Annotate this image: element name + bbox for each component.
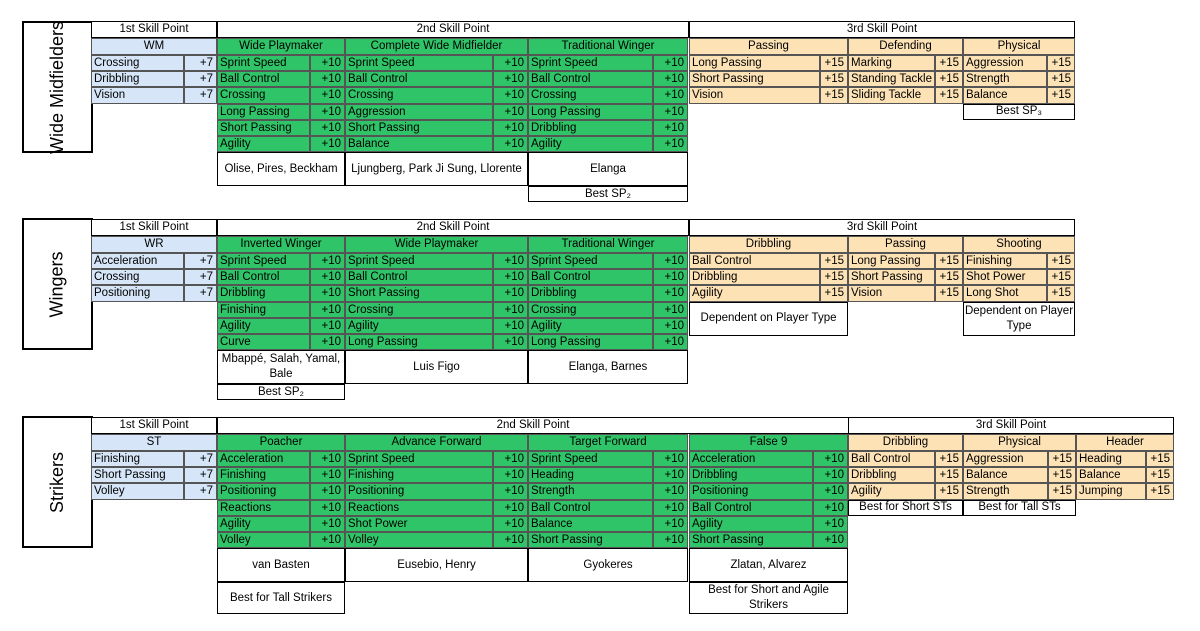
sp2-value: +10	[653, 318, 688, 334]
sp2-attribute: Long Passing	[528, 104, 653, 120]
sp2-role: Traditional Winger	[528, 236, 688, 253]
sp2-attribute: Strength	[528, 483, 653, 499]
sp2-attribute: Dribbling	[217, 285, 310, 301]
sp2-attribute: Finishing	[217, 302, 310, 318]
sp2-value: +10	[493, 55, 528, 71]
sp3-header: 3rd Skill Point	[689, 219, 1075, 236]
sp2-attribute: Balance	[528, 516, 653, 532]
sp3-attribute: Heading	[1076, 451, 1146, 467]
players-list: Ljungberg, Park Ji Sung, Llorente	[345, 152, 528, 186]
players-list: van Basten	[217, 548, 345, 582]
sp3-value: +15	[1048, 451, 1076, 467]
sp3-value: +15	[1048, 467, 1076, 483]
sp3-category: Physical	[963, 434, 1076, 451]
sp3-value: +15	[935, 451, 963, 467]
sp2-value: +10	[310, 532, 345, 548]
sp2-attribute: Short Passing	[528, 532, 653, 548]
sp2-attribute: Long Passing	[217, 104, 310, 120]
sp2-attribute: Agility	[217, 516, 310, 532]
sp2-attribute: Sprint Speed	[345, 55, 493, 71]
sp2-value: +10	[310, 71, 345, 87]
sp2-value: +10	[493, 269, 528, 285]
sp3-header: 3rd Skill Point	[689, 21, 1075, 38]
sp2-value: +10	[813, 500, 848, 516]
sp3-value: +15	[935, 55, 963, 71]
sp2-value: +10	[310, 253, 345, 269]
sp3-value: +15	[820, 269, 848, 285]
sp2-role: Target Forward	[528, 434, 688, 451]
sp2-value: +10	[653, 136, 688, 152]
sp3-attribute: Aggression	[963, 55, 1047, 71]
sp3-header: 3rd Skill Point	[848, 417, 1174, 434]
sp2-value: +10	[653, 269, 688, 285]
players-list: Eusebio, Henry	[345, 548, 528, 582]
sp3-value: +15	[820, 87, 848, 103]
sp1-attribute: Crossing	[91, 269, 184, 285]
sp2-value: +10	[493, 467, 528, 483]
sp3-category: Dribbling	[689, 236, 848, 253]
sp3-category: Header	[1076, 434, 1174, 451]
sp2-value: +10	[813, 483, 848, 499]
sp2-attribute: Agility	[528, 318, 653, 334]
sp3-attribute: Dribbling	[848, 467, 935, 483]
sp3-value: +15	[1047, 285, 1075, 301]
sp3-attribute: Balance	[963, 467, 1048, 483]
sp2-attribute: Dribbling	[689, 467, 813, 483]
sp3-attribute: Long Shot	[963, 285, 1047, 301]
sp2-attribute: Ball Control	[345, 269, 493, 285]
sp2-attribute: Sprint Speed	[528, 253, 653, 269]
sp2-attribute: Ball Control	[217, 71, 310, 87]
sp3-attribute: Shot Power	[963, 269, 1047, 285]
sp2-value: +10	[493, 500, 528, 516]
sp2-value: +10	[493, 302, 528, 318]
sp3-category: Passing	[848, 236, 963, 253]
sp2-attribute: Sprint Speed	[217, 55, 310, 71]
players-list: Gyokeres	[528, 548, 688, 582]
sp2-role: Wide Playmaker	[217, 38, 345, 55]
best-note: Best for Short and Agile Strikers	[689, 582, 848, 614]
sp1-value: +7	[184, 483, 217, 499]
sp1-position: ST	[91, 434, 217, 451]
sp2-attribute: Agility	[217, 136, 310, 152]
sp1-value: +7	[184, 55, 217, 71]
sp1-value: +7	[184, 253, 217, 269]
sp2-attribute: Agility	[345, 318, 493, 334]
sp2-value: +10	[493, 104, 528, 120]
sp1-attribute: Short Passing	[91, 467, 184, 483]
sp2-value: +10	[813, 532, 848, 548]
sp2-attribute: Agility	[217, 318, 310, 334]
players-list: Elanga, Barnes	[528, 350, 688, 384]
sp2-value: +10	[310, 516, 345, 532]
sp3-note: Best for Short STs	[848, 500, 963, 516]
sp3-value: +15	[1146, 451, 1174, 467]
sp2-attribute: Crossing	[217, 87, 310, 103]
sp2-attribute: Ball Control	[217, 269, 310, 285]
sp2-value: +10	[493, 334, 528, 350]
section-label	[22, 218, 93, 350]
sp3-attribute: Balance	[963, 87, 1047, 103]
sp2-value: +10	[653, 120, 688, 136]
sp2-value: +10	[493, 516, 528, 532]
sp2-attribute: Short Passing	[345, 285, 493, 301]
sp3-value: +15	[1047, 87, 1075, 103]
sp2-value: +10	[310, 318, 345, 334]
sp3-attribute: Dribbling	[689, 269, 820, 285]
sp3-note: Dependent on Player Type	[963, 302, 1075, 336]
sp2-value: +10	[653, 483, 688, 499]
sp3-attribute: Strength	[963, 71, 1047, 87]
sp3-attribute: Finishing	[963, 253, 1047, 269]
sp2-value: +10	[493, 136, 528, 152]
sp2-value: +10	[310, 136, 345, 152]
section-label-text: Wide Midfielders	[47, 20, 68, 154]
sp2-attribute: Short Passing	[345, 120, 493, 136]
sp3-attribute: Short Passing	[689, 71, 820, 87]
sp2-attribute: Agility	[689, 516, 813, 532]
sp2-attribute: Volley	[217, 532, 310, 548]
sp3-category: Shooting	[963, 236, 1075, 253]
sp1-attribute: Crossing	[91, 55, 184, 71]
sp3-value: +15	[935, 71, 963, 87]
sp2-attribute: Dribbling	[528, 120, 653, 136]
sp2-attribute: Short Passing	[217, 120, 310, 136]
sp2-attribute: Long Passing	[528, 334, 653, 350]
sp3-note: Dependent on Player Type	[689, 302, 848, 336]
sp2-attribute: Acceleration	[217, 451, 310, 467]
sp2-attribute: Sprint Speed	[528, 451, 653, 467]
sp3-value: +15	[820, 285, 848, 301]
sp2-value: +10	[653, 532, 688, 548]
sp2-attribute: Long Passing	[345, 334, 493, 350]
sp2-attribute: Volley	[345, 532, 493, 548]
sp2-value: +10	[653, 285, 688, 301]
section-label-text: Wingers	[46, 250, 67, 318]
sp3-attribute: Long Passing	[689, 55, 820, 71]
sp2-attribute: Ball Control	[345, 71, 493, 87]
sp2-value: +10	[493, 253, 528, 269]
sp2-value: +10	[493, 318, 528, 334]
sp2-attribute: Balance	[345, 136, 493, 152]
sp3-attribute: Short Passing	[848, 269, 935, 285]
sp1-value: +7	[184, 87, 217, 103]
sp2-value: +10	[813, 451, 848, 467]
players-list: Mbappé, Salah, Yamal, Bale	[217, 350, 345, 384]
sp1-attribute: Dribbling	[91, 71, 184, 87]
sp2-value: +10	[493, 532, 528, 548]
sp2-attribute: Ball Control	[528, 269, 653, 285]
sp2-value: +10	[310, 334, 345, 350]
sp3-value: +15	[820, 71, 848, 87]
sp2-header: 2nd Skill Point	[217, 219, 689, 236]
sp2-attribute: Crossing	[345, 302, 493, 318]
sp2-value: +10	[310, 285, 345, 301]
sp3-attribute: Aggression	[963, 451, 1048, 467]
sp3-attribute: Strength	[963, 483, 1048, 499]
sp3-attribute: Ball Control	[689, 253, 820, 269]
sp2-attribute: Reactions	[345, 500, 493, 516]
sp2-value: +10	[653, 253, 688, 269]
sp3-value: +15	[935, 483, 963, 499]
sp2-attribute: Positioning	[217, 483, 310, 499]
sp2-value: +10	[310, 269, 345, 285]
sp3-value: +15	[820, 253, 848, 269]
players-list: Olise, Pires, Beckham	[217, 152, 345, 186]
sp2-attribute: Crossing	[528, 302, 653, 318]
sp2-value: +10	[653, 500, 688, 516]
sp1-value: +7	[184, 285, 217, 301]
sp2-attribute: Finishing	[217, 467, 310, 483]
sp3-value: +15	[935, 87, 963, 103]
sp2-value: +10	[310, 483, 345, 499]
sp3-attribute: Agility	[848, 483, 935, 499]
sp2-value: +10	[653, 302, 688, 318]
sp3-value: +15	[935, 285, 963, 301]
sp2-header: 2nd Skill Point	[217, 21, 689, 38]
sp3-category: Defending	[848, 38, 963, 55]
sp2-header: 2nd Skill Point	[217, 417, 849, 434]
sp1-attribute: Volley	[91, 483, 184, 499]
sp1-position: WM	[91, 38, 217, 55]
sp2-value: +10	[493, 451, 528, 467]
section-label	[22, 21, 93, 153]
best-note: Best SP₂	[217, 384, 345, 400]
sp2-attribute: Sprint Speed	[528, 55, 653, 71]
sp2-value: +10	[310, 302, 345, 318]
best-note: Best SP₂	[528, 186, 688, 202]
sp2-role: Traditional Winger	[528, 38, 688, 55]
sp3-attribute: Standing Tackle	[848, 71, 935, 87]
sp3-value: +15	[935, 269, 963, 285]
sp3-attribute: Ball Control	[848, 451, 935, 467]
sp2-value: +10	[493, 285, 528, 301]
sp1-value: +7	[184, 467, 217, 483]
sp3-category: Physical	[963, 38, 1075, 55]
sp2-attribute: Sprint Speed	[345, 253, 493, 269]
sp2-attribute: Ball Control	[528, 71, 653, 87]
sp1-attribute: Vision	[91, 87, 184, 103]
sp2-attribute: Sprint Speed	[345, 451, 493, 467]
sp2-attribute: Acceleration	[689, 451, 813, 467]
sp2-attribute: Finishing	[345, 467, 493, 483]
sp3-attribute: Agility	[689, 285, 820, 301]
sp2-value: +10	[653, 55, 688, 71]
sp2-attribute: Reactions	[217, 500, 310, 516]
sp3-attribute: Balance	[1076, 467, 1146, 483]
sp2-attribute: Crossing	[528, 87, 653, 103]
sp2-attribute: Sprint Speed	[217, 253, 310, 269]
players-list: Luis Figo	[345, 350, 528, 384]
sp2-value: +10	[310, 467, 345, 483]
sp2-value: +10	[310, 104, 345, 120]
sp3-value: +15	[1047, 71, 1075, 87]
sp2-attribute: Agility	[528, 136, 653, 152]
sp2-attribute: Short Passing	[689, 532, 813, 548]
sp1-value: +7	[184, 71, 217, 87]
sp2-attribute: Shot Power	[345, 516, 493, 532]
sp1-value: +7	[184, 451, 217, 467]
sp2-role: Inverted Winger	[217, 236, 345, 253]
sp2-value: +10	[653, 87, 688, 103]
section-label-text: Strikers	[46, 451, 67, 513]
sp1-attribute: Acceleration	[91, 253, 184, 269]
best-note: Best for Tall Strikers	[217, 582, 345, 614]
section-label	[22, 416, 93, 548]
sp3-attribute: Vision	[848, 285, 935, 301]
sp3-attribute: Marking	[848, 55, 935, 71]
players-list: Elanga	[528, 152, 688, 186]
sp2-role: Advance Forward	[345, 434, 528, 451]
sp2-role: Complete Wide Midfielder	[345, 38, 528, 55]
sp2-attribute: Heading	[528, 467, 653, 483]
sp2-attribute: Ball Control	[528, 500, 653, 516]
sp3-value: +15	[1047, 253, 1075, 269]
sp1-position: WR	[91, 236, 217, 253]
sp2-role: False 9	[689, 434, 848, 451]
sp3-attribute: Vision	[689, 87, 820, 103]
sp3-value: +15	[935, 253, 963, 269]
sp3-value: +15	[1146, 467, 1174, 483]
players-list: Zlatan, Alvarez	[689, 548, 848, 582]
sp1-attribute: Positioning	[91, 285, 184, 301]
sp3-value: +15	[1146, 483, 1174, 499]
sp3-note: Best for Tall STs	[963, 500, 1076, 516]
sp2-value: +10	[310, 451, 345, 467]
sp2-value: +10	[310, 55, 345, 71]
sp2-value: +10	[493, 120, 528, 136]
sp2-value: +10	[653, 467, 688, 483]
sp2-value: +10	[493, 483, 528, 499]
sp2-role: Wide Playmaker	[345, 236, 528, 253]
sp1-value: +7	[184, 269, 217, 285]
sp2-attribute: Dribbling	[528, 285, 653, 301]
sp3-value: +15	[1048, 483, 1076, 499]
sp3-attribute: Long Passing	[848, 253, 935, 269]
sp2-value: +10	[653, 516, 688, 532]
sp3-note: Best SP₃	[963, 104, 1075, 120]
sp2-attribute: Aggression	[345, 104, 493, 120]
sp2-value: +10	[310, 500, 345, 516]
sp3-attribute: Sliding Tackle	[848, 87, 935, 103]
sp2-attribute: Ball Control	[689, 500, 813, 516]
sp2-value: +10	[813, 516, 848, 532]
sp3-value: +15	[1047, 269, 1075, 285]
sp2-role: Poacher	[217, 434, 345, 451]
sp3-attribute: Jumping	[1076, 483, 1146, 499]
sp2-attribute: Curve	[217, 334, 310, 350]
sp3-value: +15	[935, 467, 963, 483]
sp2-value: +10	[493, 71, 528, 87]
sp2-attribute: Crossing	[345, 87, 493, 103]
sp2-value: +10	[653, 104, 688, 120]
sp2-value: +10	[813, 467, 848, 483]
sp3-value: +15	[1047, 55, 1075, 71]
sp2-attribute: Positioning	[345, 483, 493, 499]
sp2-value: +10	[653, 71, 688, 87]
sp2-value: +10	[653, 334, 688, 350]
sp1-header: 1st Skill Point	[91, 417, 217, 434]
sp2-attribute: Positioning	[689, 483, 813, 499]
sp2-value: +10	[653, 451, 688, 467]
sp1-attribute: Finishing	[91, 451, 184, 467]
sp2-value: +10	[493, 87, 528, 103]
sp3-value: +15	[820, 55, 848, 71]
sp2-value: +10	[310, 87, 345, 103]
sp1-header: 1st Skill Point	[91, 21, 217, 38]
sp2-value: +10	[310, 120, 345, 136]
sp3-category: Dribbling	[848, 434, 963, 451]
sp3-category: Passing	[689, 38, 848, 55]
sp1-header: 1st Skill Point	[91, 219, 217, 236]
